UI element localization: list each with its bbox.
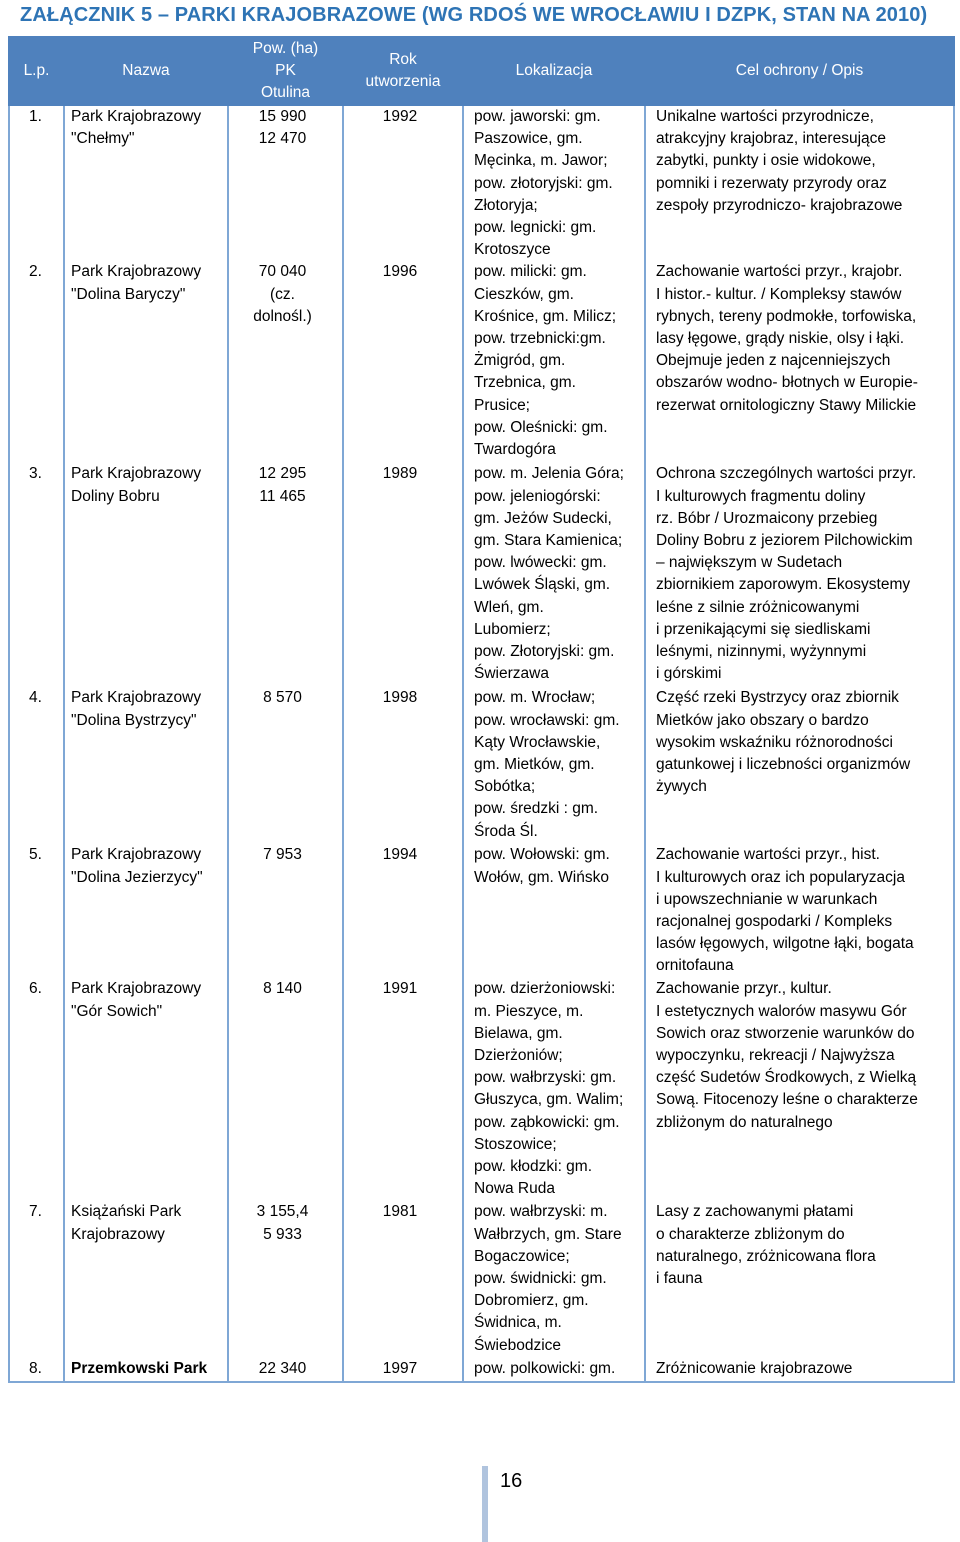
table-row	[9, 1201, 954, 1358]
cell-lp: 2.	[9, 261, 64, 463]
cell-nazwa: Park Krajobrazowy "Gór Sowich"	[64, 978, 228, 1201]
cell-cel: Część rzeki Bystrzycy oraz zbiornik Mietków jako obszary o bardzo wysokim wskaźniku różnorodności gatunkowej i liczebności organizmów żywych	[645, 687, 954, 844]
header-cel: Cel ochrony / Opis	[645, 37, 954, 105]
table-row	[9, 463, 954, 687]
cell-cel: Zachowanie wartości przyr., krajobr. I histor.- kultur. / Kompleksy stawów rybnych, tereny podmokłe, torfowiska, lasy łęgowe, grądy niskie, olsy i łąki. Obejmuje jeden z najcenniejszych obszarów wodno- błotnych w Europie- rezerwat ornitologiczny Stawy Milickie	[645, 261, 954, 463]
table-row	[9, 687, 954, 844]
cell-pow: 15 990 12 470	[228, 105, 343, 261]
table-row	[9, 261, 954, 463]
cell-lp: 3.	[9, 463, 64, 687]
cell-rok: 1981	[343, 1201, 463, 1358]
cell-lokalizacja: pow. m. Jelenia Góra; pow. jeleniogórski: gm. Jeżów Sudecki, gm. Stara Kamienica; pow. lwówecki: gm. Lwówek Śląski, gm. Wleń, gm. Lubomierz; pow. Złotoryjski: gm. Świerzawa	[463, 463, 645, 687]
cell-rok: 1992	[343, 105, 463, 261]
cell-nazwa: Przemkowski Park	[64, 1358, 228, 1381]
table-row	[9, 1358, 954, 1381]
cell-lokalizacja: pow. polkowicki: gm.	[463, 1358, 645, 1381]
cell-lp: 6.	[9, 978, 64, 1201]
cell-nazwa: Książański Park Krajobrazowy	[64, 1201, 228, 1358]
cell-lokalizacja: pow. jaworski: gm. Paszowice, gm. Męcinka, m. Jawor; pow. złotoryjski: gm. Złotoryja; pow. legnicki: gm. Krotoszyce	[463, 105, 645, 261]
cell-rok: 1991	[343, 978, 463, 1201]
cell-rok: 1996	[343, 261, 463, 463]
cell-pow: 70 040 (cz. dolnośl.)	[228, 261, 343, 463]
cell-pow: 8 140	[228, 978, 343, 1201]
page-number	[482, 1466, 542, 1542]
cell-pow: 12 295 11 465	[228, 463, 343, 687]
cell-cel: Lasy z zachowanymi płatami o charakterze zbliżonym do naturalnego, zróżnicowana flora i fauna	[645, 1201, 954, 1358]
table-row	[9, 844, 954, 978]
header-nazwa: Nazwa	[64, 37, 228, 105]
table-row	[9, 978, 954, 1201]
cell-pow: 7 953	[228, 844, 343, 978]
table-row	[9, 105, 954, 261]
cell-nazwa: Park Krajobrazowy "Dolina Jezierzycy"	[64, 844, 228, 978]
cell-pow: 22 340	[228, 1358, 343, 1381]
cell-cel: Unikalne wartości przyrodnicze, atrakcyjny krajobraz, interesujące zabytki, punkty i osie widokowe, pomniki i rezerwaty przyrody oraz zespoły przyrodniczo- krajobrazowe	[645, 105, 954, 261]
cell-nazwa: Park Krajobrazowy "Chełmy"	[64, 105, 228, 261]
parks-table	[8, 36, 955, 1383]
cell-pow: 8 570	[228, 687, 343, 844]
cell-rok: 1989	[343, 463, 463, 687]
cell-rok: 1998	[343, 687, 463, 844]
cell-lp: 5.	[9, 844, 64, 978]
header-lp: L.p.	[9, 37, 64, 105]
cell-nazwa: Park Krajobrazowy "Dolina Baryczy"	[64, 261, 228, 463]
cell-lp: 1.	[9, 105, 64, 261]
cell-lokalizacja: pow. wałbrzyski: m. Wałbrzych, gm. Stare Bogaczowice; pow. świdnicki: gm. Dobromierz, gm. Świdnica, m. Świebodzice	[463, 1201, 645, 1358]
cell-lokalizacja: pow. milicki: gm. Cieszków, gm. Krośnice, gm. Milicz; pow. trzebnicki:gm. Żmigród, gm. Trzebnica, gm. Prusice; pow. Oleśnicki: gm. Twardogóra	[463, 261, 645, 463]
cell-lp: 7.	[9, 1201, 64, 1358]
cell-nazwa: Park Krajobrazowy Doliny Bobru	[64, 463, 228, 687]
cell-pow: 3 155,4 5 933	[228, 1201, 343, 1358]
page-number-bar	[482, 1466, 488, 1542]
table-header	[9, 37, 954, 105]
cell-cel: Ochrona szczególnych wartości przyr. I kulturowych fragmentu doliny rz. Bóbr / Urozmaicony przebieg Doliny Bobru z jeziorem Pilchowickim – największym w Sudetach zbiornikiem zaporowym. Ekosystemy leśne z silnie zróżnicowanymi i przenikającymi się siedliskami leśnymi, nizinnymi, wyżynnymi i górskimi	[645, 463, 954, 687]
cell-lp: 4.	[9, 687, 64, 844]
cell-rok: 1997	[343, 1358, 463, 1381]
cell-nazwa: Park Krajobrazowy "Dolina Bystrzycy"	[64, 687, 228, 844]
cell-lokalizacja: pow. Wołowski: gm. Wołów, gm. Wińsko	[463, 844, 645, 978]
cell-lokalizacja: pow. dzierżoniowski: m. Pieszyce, m. Bielawa, gm. Dzierżoniów; pow. wałbrzyski: gm. Głuszyca, gm. Walim; pow. ząbkowicki: gm. Stoszowice; pow. kłodzki: gm. Nowa Ruda	[463, 978, 645, 1201]
cell-cel: Zachowanie przyr., kultur. I estetycznych walorów masywu Gór Sowich oraz stworzenie warunków do wypoczynku, rekreacji / Najwyższa część Sudetów Środkowych, z Wielką Sową. Fitocenozy leśne o charakterze zbliżonym do naturalnego	[645, 978, 954, 1201]
page-title: ZAŁĄCZNIK 5 – PARKI KRAJOBRAZOWE (WG RDOŚ WE WROCŁAWIU I DZPK, STAN NA 2010)	[20, 4, 928, 26]
cell-cel: Zachowanie wartości przyr., hist. I kulturowych oraz ich popularyzacja i upowszechnianie w warunkach racjonalnej gospodarki / Kompleks lasów łęgowych, wilgotne łąki, bogata ornitofauna	[645, 844, 954, 978]
cell-cel: Zróżnicowanie krajobrazowe	[645, 1358, 954, 1381]
page-number-text: 16	[500, 1470, 523, 1492]
cell-lokalizacja: pow. m. Wrocław; pow. wrocławski: gm. Kąty Wrocławskie, gm. Mietków, gm. Sobótka; pow. średzki : gm. Środa Śl.	[463, 687, 645, 844]
cell-lp: 8.	[9, 1358, 64, 1381]
header-lokalizacja: Lokalizacja	[463, 37, 645, 105]
header-pow: Pow. (ha) PK Otulina	[228, 37, 343, 105]
header-rok: Rok utworzenia	[343, 37, 463, 105]
cell-rok: 1994	[343, 844, 463, 978]
